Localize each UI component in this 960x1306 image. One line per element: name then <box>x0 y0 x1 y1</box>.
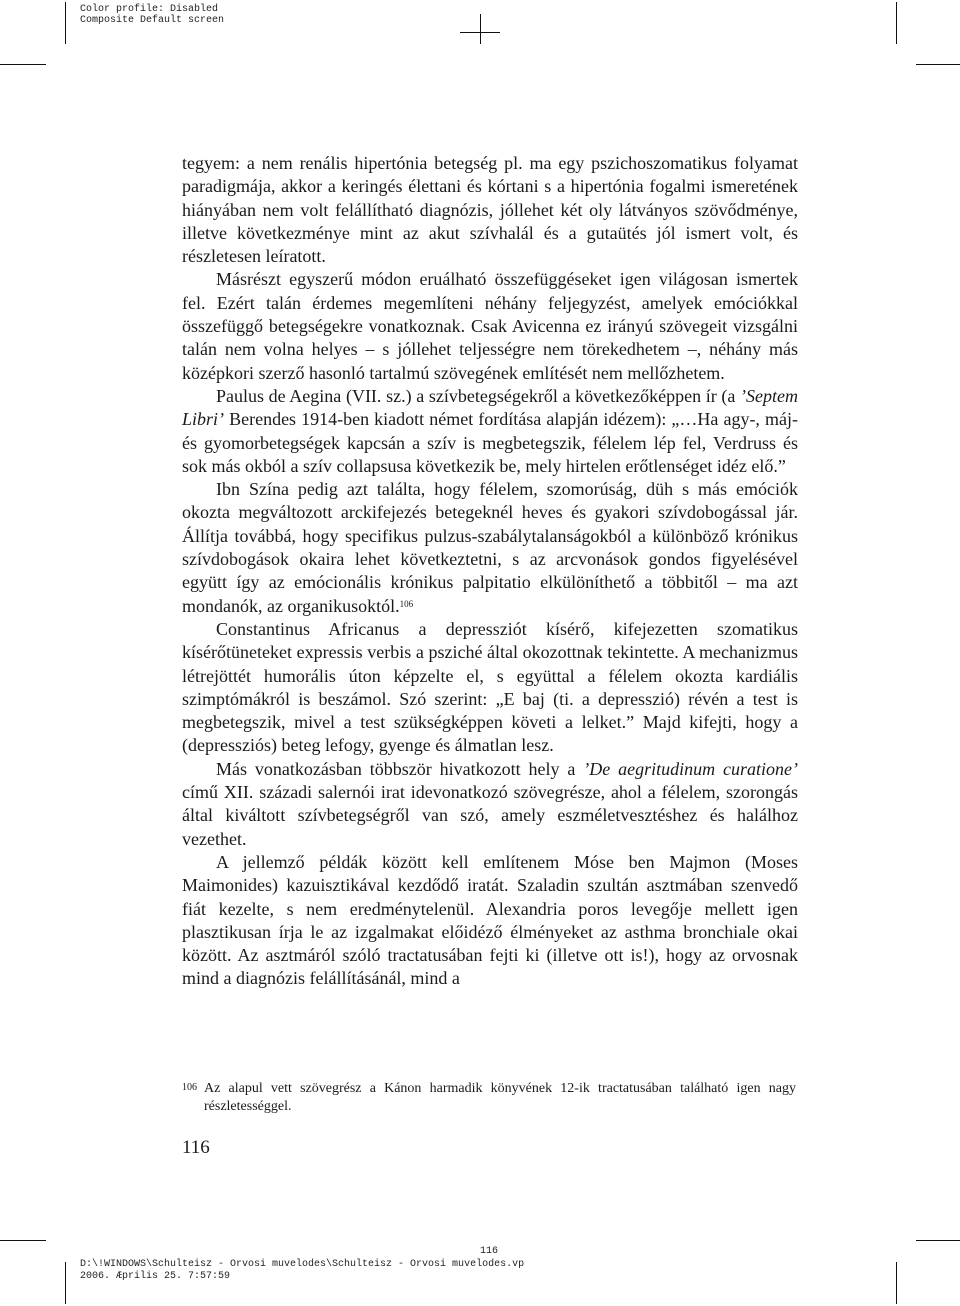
crop-mark-top-right-h <box>916 64 960 65</box>
book-title-septem-libri: ’Septem Libri’ <box>182 385 798 430</box>
crop-mark-bottom-left-v <box>65 1262 66 1304</box>
crop-mark-top-center-h <box>460 32 500 33</box>
paragraph-2: Másrészt egyszerű módon eruálható összefüggéseket igen világosan ismertek fel. Ezért talán érdemes megemlíteni néhány feljegyzést, amelyek emóciókkal összefüggő betegségekre vonatkoznak. Csak Avicenna ez irányú szövegeit vizsgálni talán nem volna helyes – s jóllehet teljességre nem törekedhetem –, néhány más középkori szerző hasonló tartalmú szövegének említését nem mellőzhetem. <box>182 269 798 383</box>
paragraph-3 <box>182 385 798 478</box>
paragraph-5: Constantinus Africanus a depressziót kísérő, kifejezetten szomatikus kísérőtüneteket expressis verbis a psziché által okozottnak tekintette. A mechanizmus létrejöttét humorális úton képzelte el, s együttal a félelem okozta kardiális szimptómákról is beszámol. Szó szerint: „E baj (ti. a depresszió) révén a test is megbetegszik, mivel a test szükségképpen követi a lelket.” Majd kifejti, hogy a (depressziós) beteg lefogy, gyenge és álmatlan lesz. <box>182 618 798 756</box>
paragraph-4-text: Ibn Szína pedig azt találta, hogy félelem, szomorúság, düh s más emóciók okozta megváltozott arckifejezés betegeknél heves és gyakori szívdobogással jár. Állítja továbbá, hogy specifikus pulzus-szabálytalanságokból a különböző krónikus szívdobogások okaira lehet következtetni, s az arcvonások gondos figyelésével együtt így az emócionális krónikus palpitatio elkülöníthető a többitől – ma azt mondanók, az organikusoktól. <box>182 479 798 616</box>
crop-mark-top-left-h <box>0 64 46 65</box>
paragraph-1: tegyem: a nem renális hipertónia betegség pl. ma egy pszichoszomatikus folyamat paradigmája, akkor a keringés élettani és kórtani s a hipertónia fogalmi ismeretének hiányában nem volt felállítható diagnózis, jóllehet két oly látványos szövődménye, illetve következménye mint az akut szívhalál és a gutaütés jól ismert volt, és részletesen leíratott. <box>182 153 798 267</box>
crop-mark-top-right-v <box>896 2 897 44</box>
footer-file-path: D:\!WINDOWS\Schulteisz - Orvosi muvelodes\Schulteisz - Orvosi muvelodes.vp <box>80 1259 525 1270</box>
paragraph-3-end: Berendes 1914-ben kiadott német fordítása alapján idézem): „…Ha agy-, máj- és gyomorbetegségek kapcsán a szív is megbetegszik, félelem lép fel, Verdruss és sok más okból a szív collapsusa következik be, mely hirtelen erőtlenséget idéz elő.” <box>182 409 798 476</box>
crop-mark-top-center-v <box>480 14 481 44</box>
paragraph-7: A jellemző példák között kell említenem Móse ben Majmon (Moses Maimonides) kazuisztikával kezdődő iratát. Szaladin szultán asztmában szenvedő fiát kezelte, s nem eredménytelenül. Alexandria poros levegője mellett igen plasztikusan írja le az izgalmakat előidéző élményeket az asthma bronchiale okai között. Az asztmáról szóló tractatusában fejti ki (illetve ott is!), hogy az orvosnak mind a diagnózis felállításánál, mind a <box>182 851 798 989</box>
footnote <box>182 1080 798 1116</box>
footer-page-number: 116 <box>480 1246 499 1257</box>
page-number: 116 <box>182 1137 210 1158</box>
composite-note: Composite Default screen <box>80 15 225 26</box>
footnote-reference: 106 <box>399 598 414 609</box>
paragraph-6-end: című XII. századi salernói irat idevonatkozó szövegrésze, ahol a félelem, szorongás által kiváltott szívbetegségről van szó, amely eszméletvesztéshez és halálhoz vezethet. <box>182 782 798 849</box>
paragraph-4 <box>182 478 798 618</box>
crop-mark-top-left-v <box>65 2 66 44</box>
footnote-number: 106 <box>182 1082 197 1093</box>
paragraph-6 <box>182 758 798 851</box>
footnote-text: Az alapul vett szövegrész a Kánon harmadik könyvének 12-ik tractatusában található igen nagy részletességgel. <box>204 1081 796 1114</box>
crop-mark-bottom-right-h <box>916 1240 960 1241</box>
book-title-de-aegritudinum: ’De aegritudinum curatione’ <box>583 758 798 779</box>
crop-mark-bottom-right-v <box>896 1262 897 1304</box>
paragraph-3-start: Paulus de Aegina (VII. sz.) a szívbetegségekről a következőképpen ír (a <box>216 385 741 406</box>
color-profile-note: Color profile: Disabled <box>80 4 219 15</box>
body-text <box>182 152 798 991</box>
footer-timestamp: 2006. Æprilis 25. 7:57:59 <box>80 1271 231 1282</box>
paragraph-6-start: Más vonatkozásban többször hivatkozott hely a <box>216 758 584 779</box>
crop-mark-bottom-left-h <box>0 1240 46 1241</box>
